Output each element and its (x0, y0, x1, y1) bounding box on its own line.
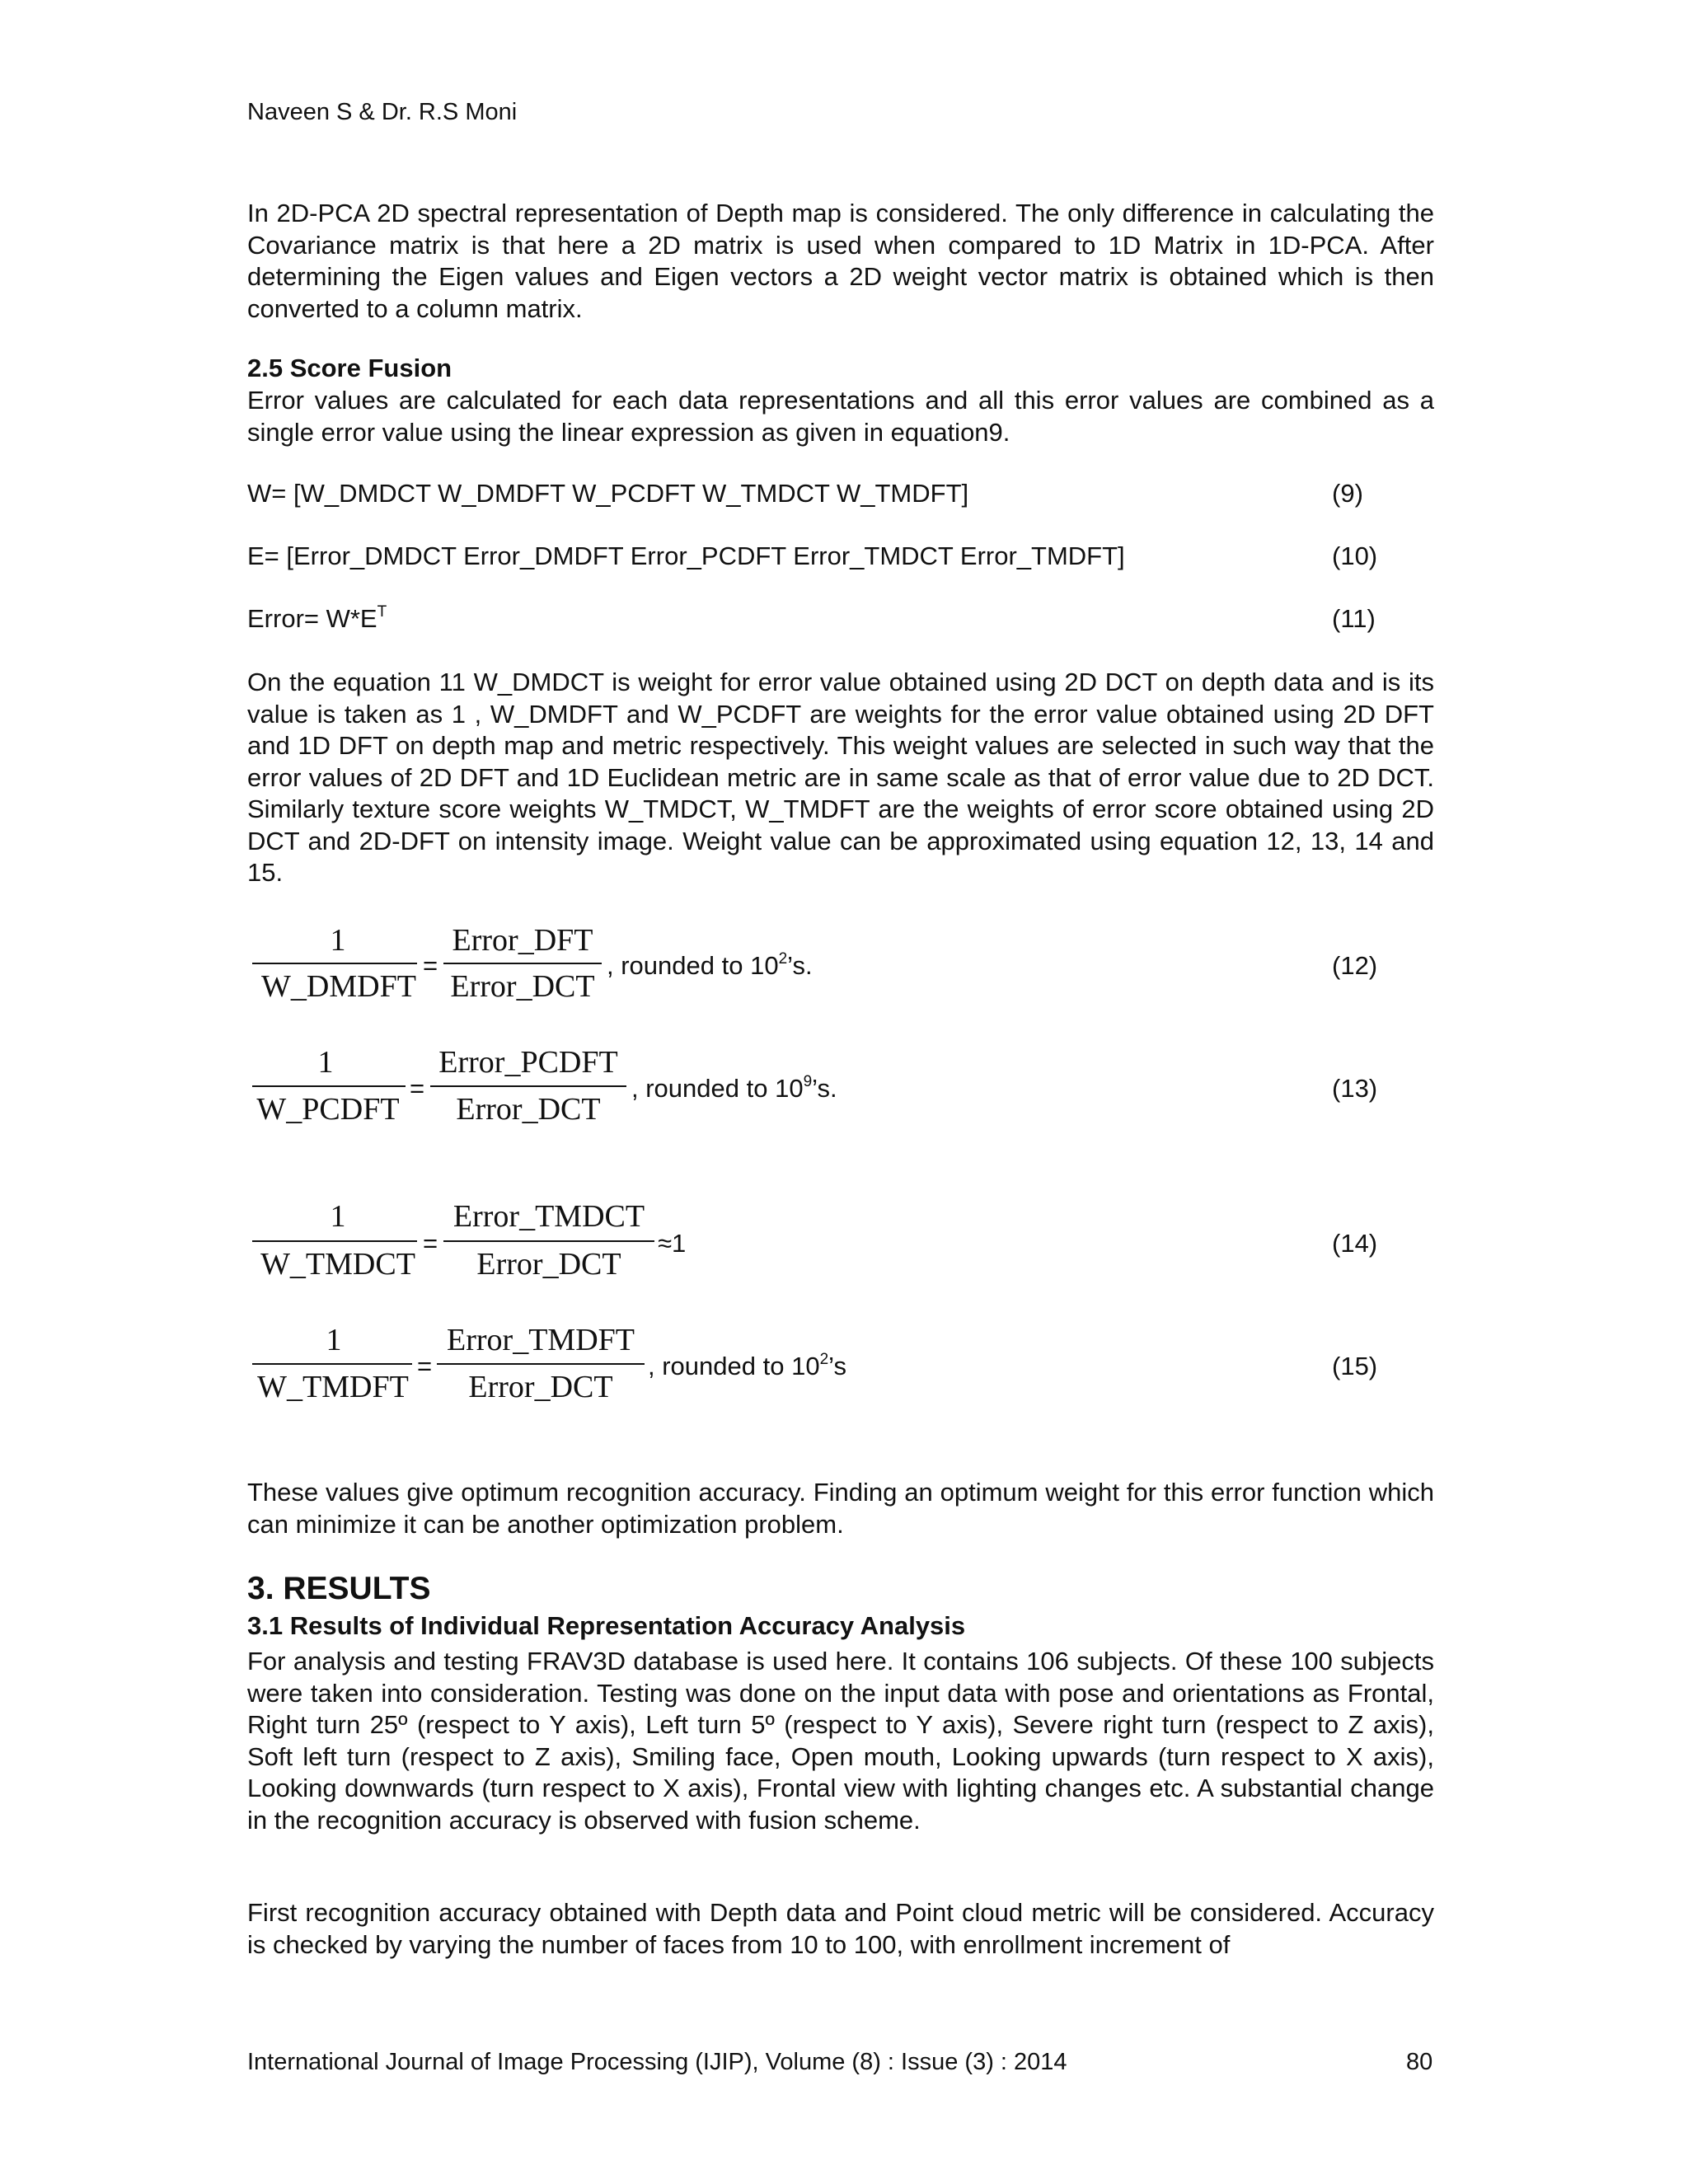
eq14-lhs-bar (252, 1240, 417, 1242)
equation-15-number: (15) (1332, 1352, 1378, 1380)
running-header: Naveen S & Dr. R.S Moni (247, 99, 518, 125)
eq12-suffix-end: ’s. (787, 951, 813, 980)
optimum-paragraph: These values give optimum recognition accuracy. Finding an optimum weight for this error function which can minimize it can be another optimization problem. (247, 1478, 1434, 1539)
equation-10: E= [Error_DMDCT Error_DMDFT Error_PCDFT Error_TMDCT Error_TMDFT] (247, 541, 1125, 570)
results-paragraph-2: First recognition accuracy obtained with Depth data and Point cloud metric will be considered. Accuracy is checked by varying the number of faces from 10 to 100, with enrollment increment of (247, 1898, 1434, 1959)
eq15-equals: = (417, 1352, 433, 1380)
eq15-suffix-end: ’s (828, 1352, 846, 1380)
eq12-lhs-bar (252, 963, 417, 964)
eq15-rhs-numerator: Error_TMDFT (447, 1323, 635, 1357)
eq13-suffix (631, 1073, 837, 1104)
eq12-rhs-numerator: Error_DFT (452, 923, 593, 958)
eq13-rhs-numerator: Error_PCDFT (438, 1045, 618, 1080)
equation-14-number: (14) (1332, 1229, 1378, 1258)
eq13-equals: = (410, 1074, 425, 1103)
eq15-suffix-text: , rounded to 10 (648, 1352, 820, 1380)
eq12-suffix-text: , rounded to 10 (607, 951, 779, 980)
eq13-suffix-text: , rounded to 10 (631, 1074, 804, 1103)
eq12-suffix-sup: 2 (778, 950, 788, 968)
eq15-suffix (648, 1351, 846, 1382)
section-heading-results: 3. RESULTS (247, 1571, 431, 1606)
eq14-suffix: ≈1 (658, 1229, 687, 1258)
eq13-lhs-numerator: 1 (317, 1045, 334, 1080)
equation-10-number: (10) (1332, 541, 1378, 570)
equation-9: W= [W_DMDCT W_DMDFT W_PCDFT W_TMDCT W_TMDFT] (247, 479, 969, 508)
eq13-rhs-denominator: Error_DCT (456, 1092, 601, 1127)
eq14-equals: = (423, 1229, 438, 1258)
eq15-lhs-numerator: 1 (326, 1323, 342, 1357)
eq15-suffix-sup: 2 (819, 1351, 829, 1368)
equation-13-number: (13) (1332, 1074, 1378, 1103)
eq13-suffix-end: ’s. (812, 1074, 837, 1103)
eq15-lhs-denominator: W_TMDFT (257, 1370, 409, 1404)
eq15-lhs-bar (252, 1363, 412, 1365)
eq13-rhs-bar (430, 1085, 626, 1087)
eq14-lhs-denominator: W_TMDCT (260, 1247, 415, 1282)
equation-11 (247, 603, 387, 635)
eq12-suffix (607, 950, 813, 982)
equation-11-superscript: T (377, 603, 387, 621)
eq14-rhs-denominator: Error_DCT (476, 1247, 621, 1282)
results-paragraph-1: For analysis and testing FRAV3D database is used here. It contains 106 subjects. Of these 100 subjects were taken into consideration. Testing was done on the input data with pose and orientations as Frontal, Right turn 25º (respect to Y axis), Left turn 5º (respect to Y axis), Severe right turn (respect to Z axis), Soft left turn (respect to Z axis), Smiling face, Open mouth, Looking upwards (turn respect to X axis), Looking downwards (turn respect to X axis), Frontal view with lighting changes etc. A substantial change in the recognition accuracy is observed with fusion scheme. (247, 1647, 1434, 1835)
eq12-equals: = (423, 951, 438, 980)
equation-12-number: (12) (1332, 951, 1378, 980)
eq13-lhs-denominator: W_PCDFT (256, 1092, 400, 1127)
section-heading-score-fusion: 2.5 Score Fusion (247, 354, 452, 382)
weights-paragraph: On the equation 11 W_DMDCT is weight for error value obtained using 2D DCT on depth data and is its value is taken as 1 , W_DMDFT and W_PCDFT are weights for the error value obtained using 2D DFT and 1D DFT on depth map and metric respectively. This weight values are selected in such way that the error values of 2D DFT and 1D Euclidean metric are in same scale as that of error value due to 2D DCT. Similarly texture score weights W_TMDCT, W_TMDFT are the weights of error score obtained using 2D DCT and 2D-DFT on intensity image. Weight value can be approximated using equation 12, 13, 14 and 15. (247, 668, 1434, 887)
score-fusion-paragraph: Error values are calculated for each data representations and all this error values are combined as a single error value using the linear expression as given in equation9. (247, 386, 1434, 447)
equation-11-text: Error= W*E (247, 604, 377, 633)
eq12-rhs-denominator: Error_DCT (450, 969, 595, 1004)
eq14-rhs-numerator: Error_TMDCT (452, 1199, 645, 1234)
eq14-rhs-bar (443, 1240, 654, 1242)
eq12-lhs-numerator: 1 (330, 923, 346, 958)
eq15-rhs-bar (437, 1363, 645, 1365)
equation-9-number: (9) (1332, 479, 1363, 508)
subsection-heading-accuracy-analysis: 3.1 Results of Individual Representation Accuracy Analysis (247, 1611, 966, 1640)
eq12-lhs-denominator: W_DMDFT (261, 969, 416, 1004)
journal-footer: International Journal of Image Processing (IJIP), Volume (8) : Issue (3) : 2014 (247, 2049, 1067, 2075)
intro-paragraph: In 2D-PCA 2D spectral representation of Depth map is considered. The only difference in calculating the Covariance matrix is that here a 2D matrix is used when compared to 1D Matrix in 1D-PCA. After determining the Eigen values and Eigen vectors a 2D weight vector matrix is obtained which is then converted to a column matrix. (247, 199, 1434, 323)
eq13-suffix-sup: 9 (803, 1073, 813, 1090)
page-number: 80 (1406, 2049, 1433, 2075)
eq12-rhs-bar (443, 963, 602, 964)
eq14-lhs-numerator: 1 (330, 1199, 346, 1234)
eq15-rhs-denominator: Error_DCT (468, 1370, 613, 1404)
eq13-lhs-bar (252, 1085, 406, 1087)
equation-11-number: (11) (1332, 604, 1376, 633)
